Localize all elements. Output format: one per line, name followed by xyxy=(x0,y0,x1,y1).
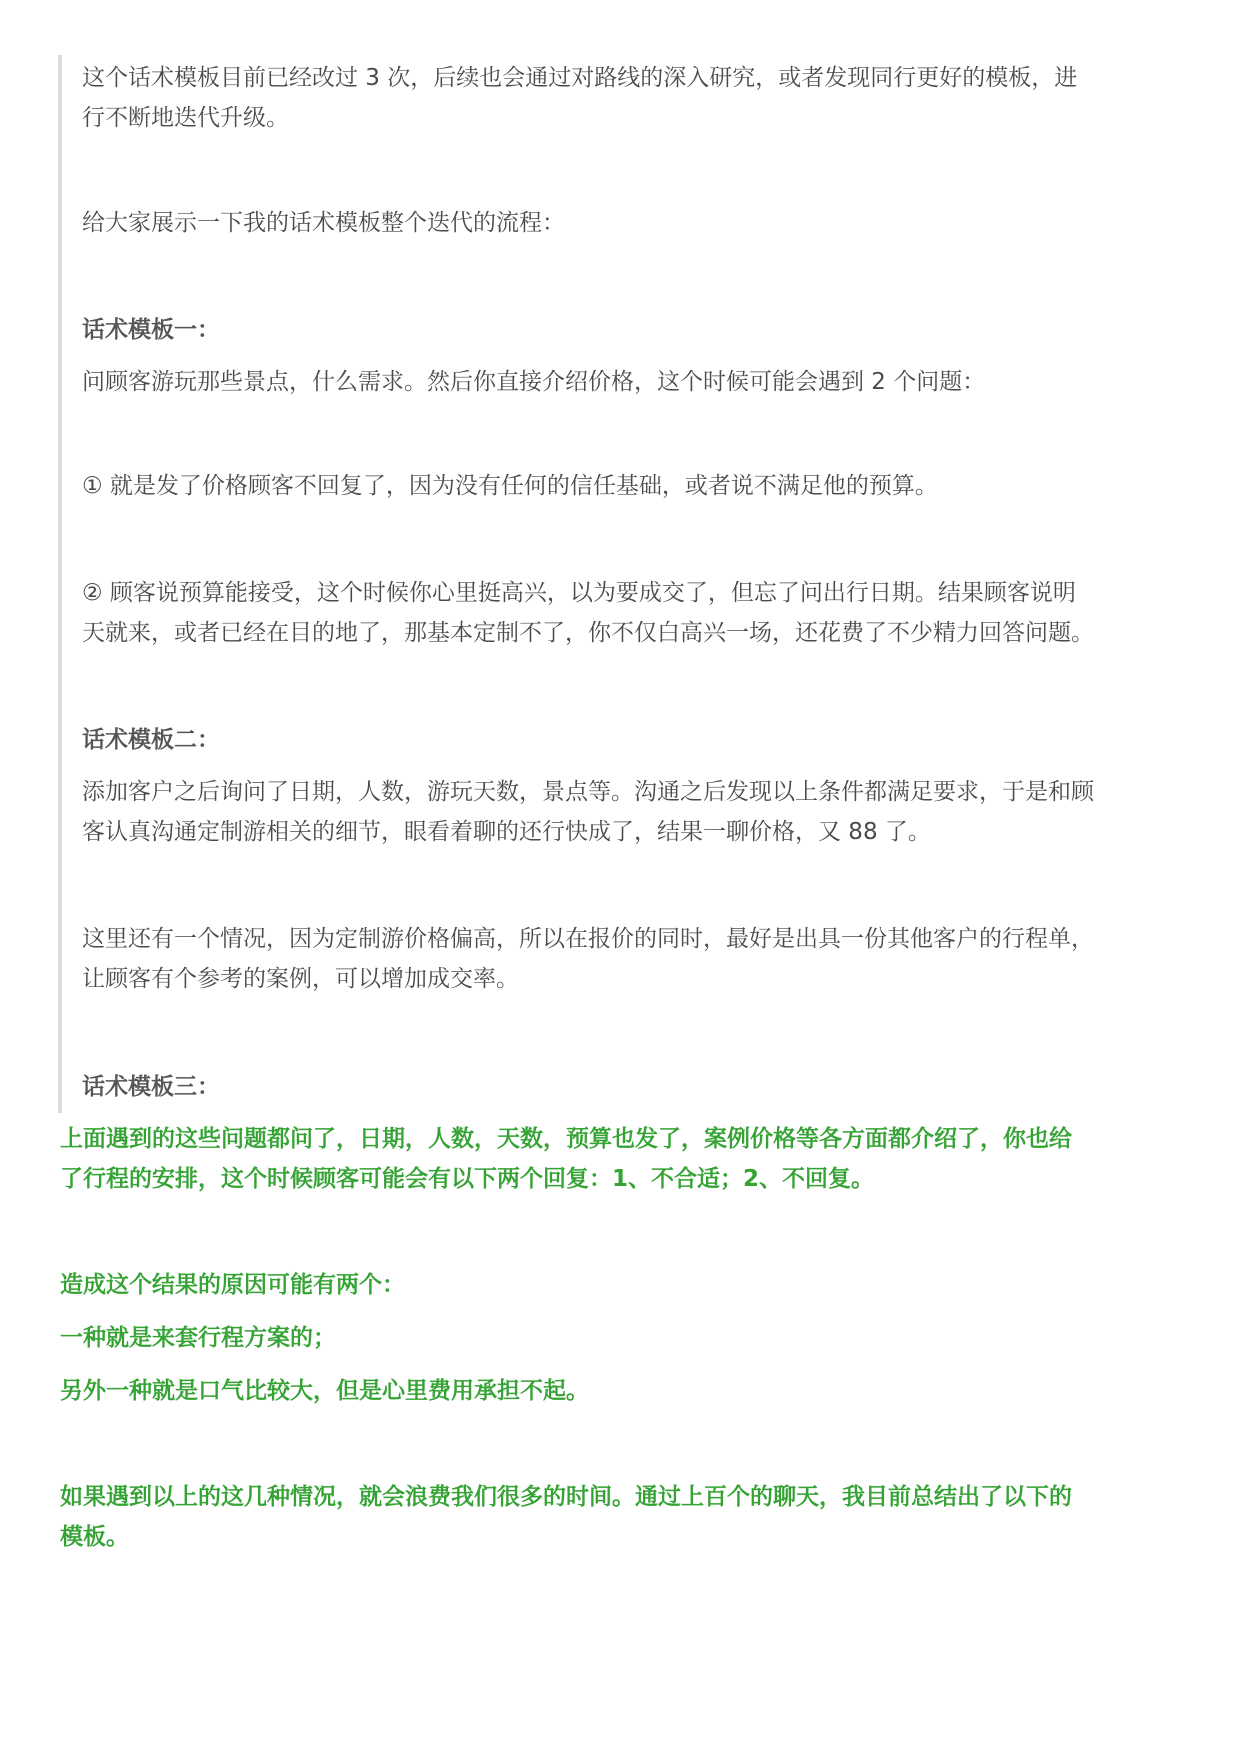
highlight-line-1: 上面遇到的这些问题都问了，日期，人数，天数，预算也发了，案例价格等各方面都介绍了，你也给 xyxy=(60,1126,1072,1152)
template-1-intro: 问顾客游玩那些景点，什么需求。然后你直接介绍价格，这个时候可能会遇到 2 个问题： xyxy=(82,369,986,395)
intro-paragraph-line-2: 行不断地迭代升级。 xyxy=(82,105,289,131)
template-3-heading: 话术模板三： xyxy=(82,1074,220,1100)
reason-1: 一种就是来套行程方案的； xyxy=(60,1325,336,1351)
template-2-heading: 话术模板二： xyxy=(82,727,220,753)
template-2-line-1: 添加客户之后询问了日期，人数，游玩天数，景点等。沟通之后发现以上条件都满足要求，于是和顾 xyxy=(82,779,1094,805)
intro-paragraph-line-1: 这个话术模板目前已经改过 3 次，后续也会通过对路线的深入研究，或者发现同行更好的模板，进 xyxy=(82,65,1078,91)
issue-2-line-2: 天就来，或者已经在目的地了，那基本定制不了，你不仅白高兴一场，还花费了不少精力回答问题。 xyxy=(82,620,1094,646)
process-intro: 给大家展示一下我的话术模板整个迭代的流程： xyxy=(82,210,565,236)
template-1-heading: 话术模板一： xyxy=(82,317,220,343)
note-line-1: 这里还有一个情况，因为定制游价格偏高，所以在报价的同时，最好是出具一份其他客户的行程单， xyxy=(82,926,1094,952)
conclusion-line-2: 模板。 xyxy=(60,1524,129,1550)
reasons-intro: 造成这个结果的原因可能有两个： xyxy=(60,1272,405,1298)
highlight-line-2: 了行程的安排，这个时候顾客可能会有以下两个回复：1、不合适；2、不回复。 xyxy=(60,1166,875,1192)
conclusion-line-1: 如果遇到以上的这几种情况，就会浪费我们很多的时间。通过上百个的聊天，我目前总结出了以下的 xyxy=(60,1484,1072,1510)
note-line-2: 让顾客有个参考的案例，可以增加成交率。 xyxy=(82,966,519,992)
template-2-line-2: 客认真沟通定制游相关的细节，眼看着聊的还行快成了，结果一聊价格，又 88 了。 xyxy=(82,819,931,845)
issue-2-line-1: ② 顾客说预算能接受，这个时候你心里挺高兴，以为要成交了，但忘了问出行日期。结果顾客说明 xyxy=(82,580,1076,606)
issue-1: ① 就是发了价格顾客不回复了，因为没有任何的信任基础，或者说不满足他的预算。 xyxy=(82,473,938,499)
reason-2: 另外一种就是口气比较大，但是心里费用承担不起。 xyxy=(60,1378,589,1404)
